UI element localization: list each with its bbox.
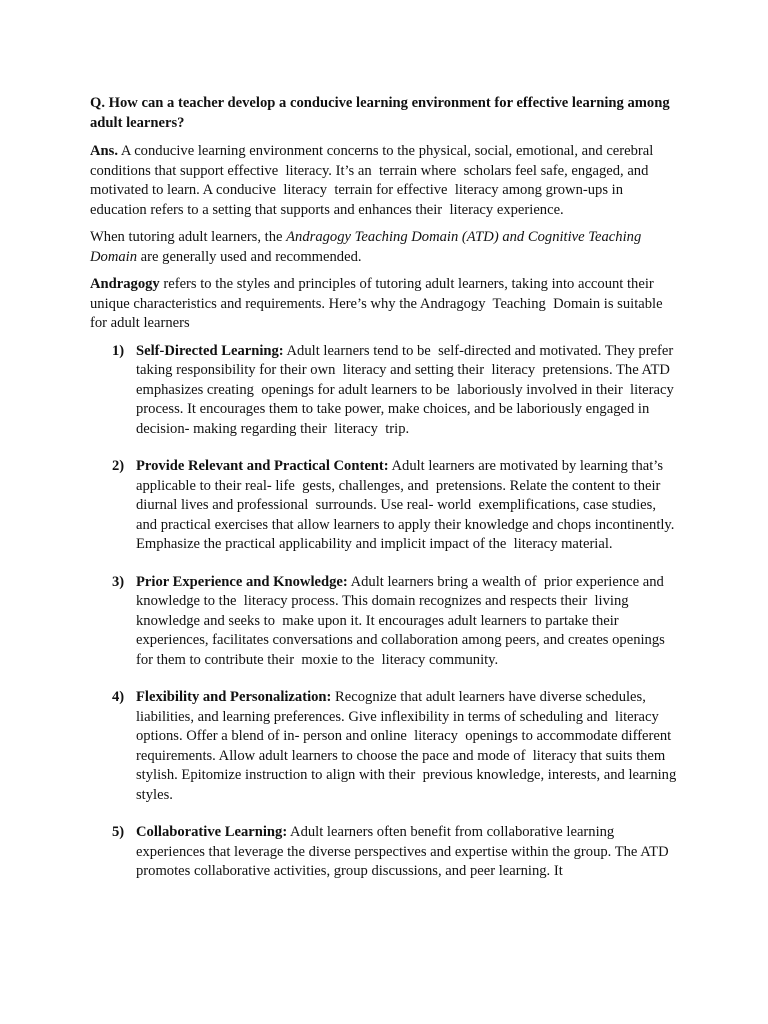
andragogy-paragraph — [90, 275, 680, 334]
list-item-title: Provide Relevant and Practical Content: — [136, 458, 389, 474]
list-item — [90, 573, 680, 671]
list-item-number: 2) — [112, 458, 125, 474]
list-item — [90, 823, 680, 882]
list-item-text: Adult learners bring a wealth of prior experience and knowledge to the literacy process. This domain recognizes and respects their living knowledge and seeks to make upon it. It encourages adult learners to partake their experiences, facilitates conversations and collaboration among peers, and creates openings for them to contribute their moxie to the literacy community. — [136, 573, 669, 668]
list-item-number: 4) — [112, 689, 125, 705]
list-item-number: 5) — [112, 824, 125, 840]
tutoring-text-after: are generally used and recommended. — [137, 248, 362, 265]
list-item-title: Collaborative Learning: — [136, 824, 288, 840]
tutoring-text-before: When tutoring adult learners, the — [90, 229, 287, 245]
list-item — [90, 457, 680, 555]
answer-label: Ans. — [90, 143, 118, 159]
andragogy-text: refers to the styles and principles of tutoring adult learners, taking into account their unique characteristics and requirements. Here’s why the Andragogy Teaching Domain is suitable for adult learners — [90, 276, 667, 331]
list-item-text: Adult learners tend to be self-directed and motivated. They prefer taking responsibility for their own literacy and setting their literacy pretensions. The ATD emphasizes creating openings for adult learners to be laboriously involved in their literacy process. It encourages them to take power, make choices, and be laboriously engaged in decision- making regarding their literacy trip. — [136, 342, 678, 437]
answer-text: A conducive learning environment concerns to the physical, social, emotional, and cerebral conditions that support effective literacy. It’s an terrain where scholars feel safe, engaged, and motivated to learn. A conducive literacy terrain for effective literacy among grown-ups in education refers to a setting that supports and enhances their literacy experience. — [90, 143, 657, 218]
list-item-title: Flexibility and Personalization: — [136, 689, 332, 705]
list-item-number: 3) — [112, 573, 125, 590]
list-item-text: Recognize that adult learners have diverse schedules, liabilities, and learning preferences. Give inflexibility in terms of scheduling and literacy options. Offer a blend of in- person and online literacy openings to accommodate different requirements. Allow adult learners to choose the pace and mode of literacy that suits them stylish. Epitomize instruction to align with their previous knowledge, interests, and learning styles. — [136, 689, 680, 803]
document-page — [90, 94, 680, 900]
list-item — [90, 688, 680, 805]
list-item-number: 1) — [112, 342, 125, 359]
answer-paragraph — [90, 142, 680, 220]
points-list — [90, 342, 680, 882]
list-item — [90, 342, 680, 440]
list-item-title: Self-Directed Learning: — [136, 342, 284, 359]
list-item-text: Adult learners often benefit from collaborative learning experiences that leverage the diverse perspectives and expertise within the group. The ATD promotes collaborative activities, group discussions, and peer learning. It — [136, 824, 673, 879]
tutoring-paragraph — [90, 228, 680, 267]
list-item-text: Adult learners are motivated by learning that’s applicable to their real- life gests, challenges, and pretensions. Relate the content to their diurnal lives and professional surrounds. Use real- world exemplifications, case studies, and practical exercises that allow learners to apply their knowledge and chops incontinently. Emphasize the practical applicability and implicit impact of the literacy material. — [136, 458, 679, 552]
andragogy-term: Andragogy — [90, 276, 160, 292]
tutoring-emphasis: Andragogy Teaching Domain (ATD) and Cognitive Teaching Domain — [90, 229, 645, 265]
list-item-title: Prior Experience and Knowledge: — [136, 573, 348, 590]
question-heading: Q. How can a teacher develop a conducive learning environment for effective learning among adult learners? — [90, 95, 674, 131]
